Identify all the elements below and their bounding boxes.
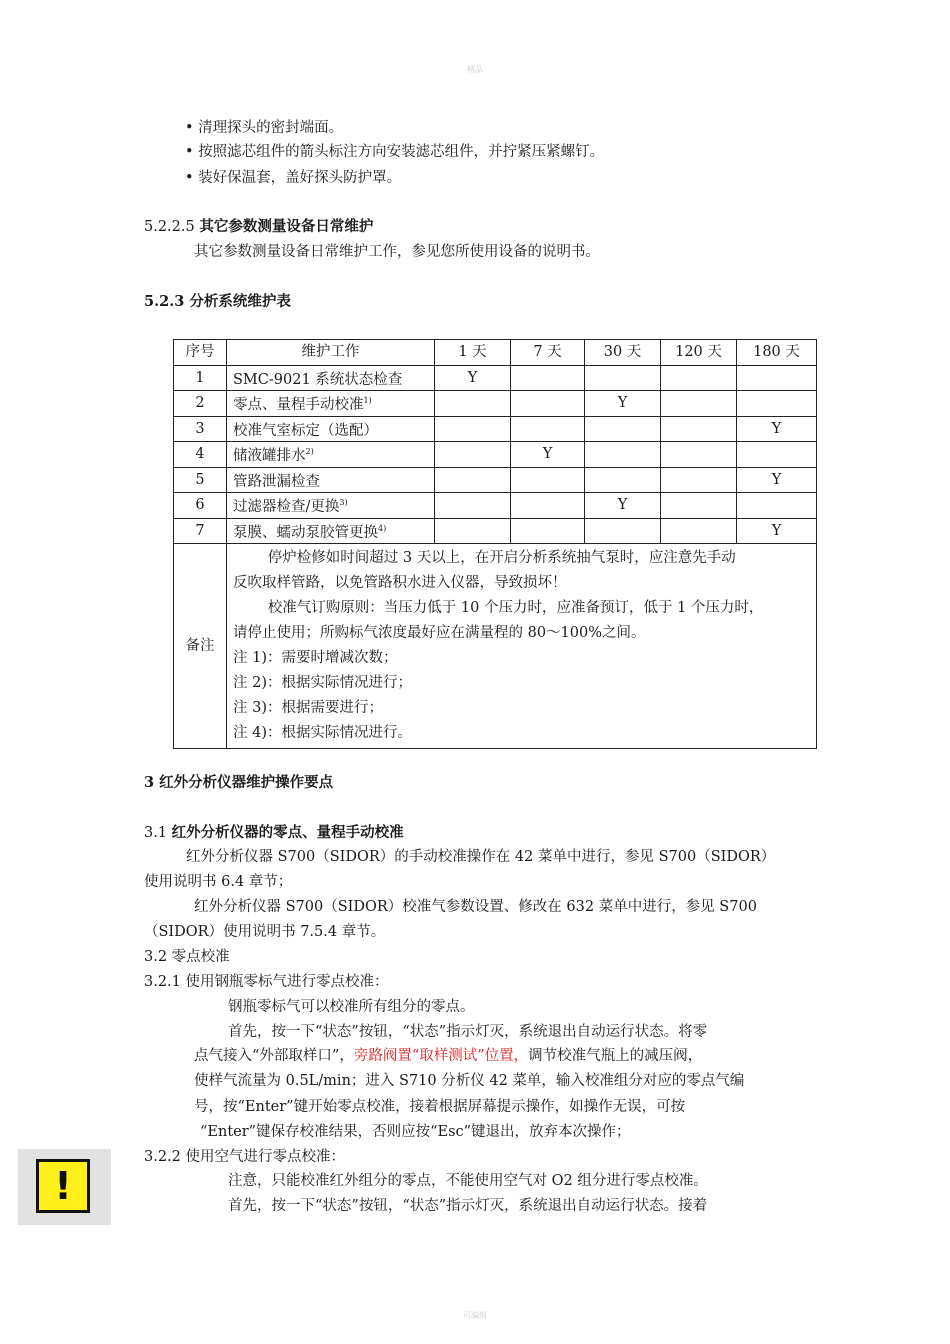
paragraph-line: 首先，按一下“状态”按钮，“状态”指示灯灭，系统退出自动运行状态。接着 xyxy=(228,1198,708,1214)
warning-icon: ! xyxy=(36,1159,90,1213)
row-number: 2 xyxy=(174,391,227,417)
row-cell xyxy=(511,467,585,493)
paragraph-line: 使用说明书 6.4 章节； xyxy=(144,874,293,890)
row-cell xyxy=(661,493,737,519)
table-row xyxy=(174,518,817,544)
row-cell: Y xyxy=(737,416,817,442)
paragraph-line: 首先，按一下“状态”按钮，“状态”指示灯灭，系统退出自动运行状态。将零 xyxy=(228,1024,708,1040)
notes-paragraph: 反吹取样管路，以免管路积水进入仪器，导致损坏！ xyxy=(233,575,567,591)
row-cell xyxy=(737,442,817,468)
note-item: 注 1)：需要时增减次数； xyxy=(233,650,398,666)
row-cell xyxy=(737,391,817,417)
row-cell xyxy=(585,467,661,493)
warning-panel xyxy=(18,1149,111,1225)
note-item: 注 4)：根据实际情况进行。 xyxy=(233,725,412,741)
header-cell: 30 天 xyxy=(585,340,661,366)
header-cell: 120 天 xyxy=(661,340,737,366)
paragraph-line: “Enter”键保存校准结果，否则应按“Esc”键退出，放弃本次操作； xyxy=(200,1124,631,1140)
section-322-heading: 3.2.2 使用空气进行零点校准： xyxy=(144,1149,346,1165)
row-cell xyxy=(737,365,817,391)
page-header-mark: 精品 xyxy=(467,65,483,74)
section-title: 红外分析仪器的零点、量程手动校准 xyxy=(171,824,404,841)
row-cell xyxy=(661,518,737,544)
row-number: 6 xyxy=(174,493,227,519)
row-cell xyxy=(511,416,585,442)
notes-paragraph: 停炉检修如时间超过 3 天以上，在开启分析系统抽气泵时，应注意先手动 xyxy=(267,550,736,566)
row-number: 3 xyxy=(174,416,227,442)
row-cell xyxy=(435,493,511,519)
row-number: 4 xyxy=(174,442,227,468)
paragraph-line: 钢瓶零标气可以校准所有组分的零点。 xyxy=(228,999,475,1015)
row-cell xyxy=(511,493,585,519)
row-task: 过滤器检查/更换$^{3)}$ xyxy=(227,493,435,519)
row-cell xyxy=(661,416,737,442)
row-cell xyxy=(737,493,817,519)
notes-content xyxy=(227,544,817,749)
row-cell: Y xyxy=(737,467,817,493)
bullet-item: • 装好保温套，盖好探头防护罩。 xyxy=(185,170,402,186)
row-number: 1 xyxy=(174,365,227,391)
header-cell: 序号 xyxy=(174,340,227,366)
row-number: 5 xyxy=(174,467,227,493)
note-item: 注 2)：根据实际情况进行； xyxy=(233,675,412,691)
row-cell xyxy=(585,365,661,391)
section-5225-heading xyxy=(144,217,373,237)
row-task: SMC-9021 系统状态检查 xyxy=(227,365,435,391)
row-cell xyxy=(511,518,585,544)
row-cell xyxy=(511,391,585,417)
table-row xyxy=(174,365,817,391)
header-cell: 维护工作 xyxy=(227,340,435,366)
row-cell: Y xyxy=(585,391,661,417)
notes-paragraph: 校准气订购原则：当压力低于 10 个压力时，应准备预订，低于 1 个压力时， xyxy=(267,600,764,616)
table-row xyxy=(174,416,817,442)
section-5225-text: 其它参数测量设备日常维护工作，参见您所使用设备的说明书。 xyxy=(194,244,600,260)
paragraph-line: 注意，只能校准红外组分的零点，不能使用空气对 O2 组分进行零点校准。 xyxy=(228,1173,708,1189)
row-cell xyxy=(511,365,585,391)
row-number: 7 xyxy=(174,518,227,544)
section-number: 5.2.2.5 xyxy=(144,219,200,235)
section-3-heading: 3 红外分析仪器维护操作要点 xyxy=(144,774,334,791)
notes-label: 备注 xyxy=(174,544,227,749)
paragraph-line: 使样气流量为 0.5L/min；进入 S710 分析仪 42 菜单，输入校准组分对应的零点气编 xyxy=(194,1073,745,1089)
row-cell xyxy=(585,416,661,442)
row-cell xyxy=(435,391,511,417)
table-row xyxy=(174,442,817,468)
table-row xyxy=(174,467,817,493)
row-cell xyxy=(661,365,737,391)
page-footer-mark: 可编辑 xyxy=(463,1311,487,1320)
paragraph-line: 号，按“Enter”键开始零点校准，接着根据屏幕提示操作，如操作无误，可按 xyxy=(194,1099,686,1115)
row-cell: Y xyxy=(585,493,661,519)
table-row xyxy=(174,493,817,519)
row-cell xyxy=(661,442,737,468)
highlight-text: 旁路阀置“取样测试”位置， xyxy=(353,1048,529,1064)
section-number: 3.1 xyxy=(144,825,172,841)
paragraph-line: 点气接入“外部取样口”，旁路阀置“取样测试”位置，调节校准气瓶上的减压阀， xyxy=(194,1048,703,1064)
row-cell xyxy=(585,518,661,544)
table-notes-row xyxy=(174,544,817,749)
bullet-item: • 清理探头的密封端面。 xyxy=(185,120,344,136)
row-cell xyxy=(661,391,737,417)
header-cell: 1 天 xyxy=(435,340,511,366)
row-cell xyxy=(661,467,737,493)
row-cell xyxy=(435,467,511,493)
maintenance-table xyxy=(173,339,817,749)
row-cell: Y xyxy=(435,365,511,391)
table-row xyxy=(174,391,817,417)
section-523-heading: 5.2.3 分析系统维护表 xyxy=(144,293,291,310)
row-cell xyxy=(435,416,511,442)
row-cell xyxy=(435,518,511,544)
section-321-heading: 3.2.1 使用钢瓶零标气进行零点校准： xyxy=(144,974,389,990)
row-task: 储液罐排水$^{2)}$ xyxy=(227,442,435,468)
header-cell: 7 天 xyxy=(511,340,585,366)
paragraph-line: （SIDOR）使用说明书 7.5.4 章节。 xyxy=(144,924,386,940)
row-cell xyxy=(435,442,511,468)
row-cell: Y xyxy=(511,442,585,468)
section-31-heading xyxy=(144,823,404,843)
notes-paragraph: 请停止使用；所购标气浓度最好应在满量程的 80～100%之间。 xyxy=(233,625,646,641)
row-task: 零点、量程手动校准$^{1)}$ xyxy=(227,391,435,417)
row-cell xyxy=(585,442,661,468)
header-cell: 180 天 xyxy=(737,340,817,366)
row-task: 管路泄漏检查 xyxy=(227,467,435,493)
row-task: 校准气室标定（选配） xyxy=(227,416,435,442)
row-task: 泵膜、蠕动泵胶管更换$^{4)}$ xyxy=(227,518,435,544)
row-cell: Y xyxy=(737,518,817,544)
table-header-row xyxy=(174,340,817,366)
section-title: 其它参数测量设备日常维护 xyxy=(199,218,374,235)
bullet-item: • 按照滤芯组件的箭头标注方向安装滤芯组件，并拧紧压紧螺钉。 xyxy=(185,144,605,160)
note-item: 注 3)：根据需要进行； xyxy=(233,700,383,716)
paragraph-line: 红外分析仪器 S700（SIDOR）的手动校准操作在 42 菜单中进行，参见 S700（SIDOR） xyxy=(186,849,776,865)
paragraph-line: 红外分析仪器 S700（SIDOR）校准气参数设置、修改在 632 菜单中进行，参见 S700 xyxy=(194,899,757,915)
section-32-heading: 3.2 零点校准 xyxy=(144,949,230,965)
